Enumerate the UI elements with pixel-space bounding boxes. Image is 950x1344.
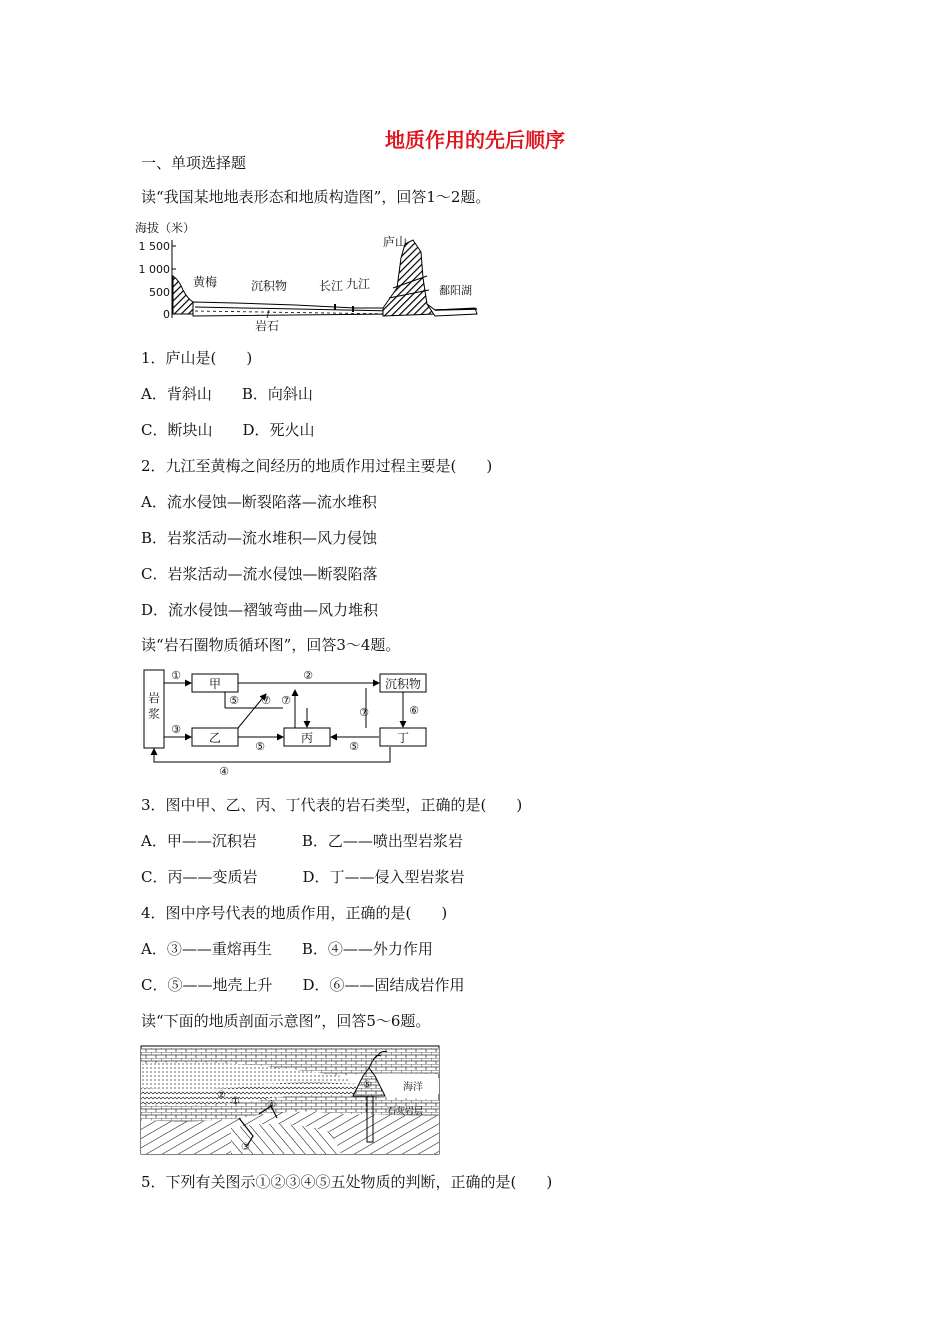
num-7c: ⑦ — [359, 706, 369, 719]
num-5b: ⑤ — [255, 740, 265, 753]
q3-options-cd: C．丙——变质岩 D．丁——侵入型岩浆岩 — [141, 868, 465, 886]
q5-stem: 5．下列有关图示①②③④⑤五处物质的判断，正确的是( ) — [141, 1173, 553, 1191]
terrain-profile-figure — [135, 218, 485, 333]
num-6: ⑥ — [409, 704, 419, 717]
label-limestone: 石灰岩层 — [387, 1107, 424, 1117]
rock-cycle-diagram — [140, 668, 440, 780]
y-axis-title: 海拔（米） — [135, 221, 196, 235]
num-5c: ⑤ — [349, 740, 359, 753]
left-hill — [173, 276, 195, 314]
q56-intro: 读“下面的地质剖面示意图”，回答5～6题。 — [141, 1012, 431, 1030]
label-deposit: 沉积物 — [251, 279, 288, 293]
label-poyang: 鄱阳湖 — [439, 284, 472, 297]
q4-options-ab: A．③——重熔再生 B．④——外力作用 — [141, 940, 433, 958]
q2-option-c: C．岩浆活动—流水侵蚀—断裂陷落 — [141, 565, 378, 583]
label-jia: 甲 — [208, 677, 222, 691]
num-5a: ⑤ — [229, 694, 239, 707]
q12-intro: 读“我国某地地表形态和地质构造图”，回答1～2题。 — [141, 188, 491, 206]
label-magma-2: 浆 — [147, 707, 161, 721]
num-4: ④ — [219, 765, 229, 778]
q2-option-b: B．岩浆活动—流水堆积—风力侵蚀 — [141, 529, 378, 547]
q4-stem: 4．图中序号代表的地质作用，正确的是( ) — [141, 904, 448, 922]
q34-intro: 读“岩石圈物质循环图”，回答3～4题。 — [141, 636, 401, 654]
label-sediment: 沉积物 — [384, 677, 422, 691]
y-tick-0: 0 — [163, 308, 170, 321]
circle-3: ③ — [241, 1142, 250, 1153]
label-jiujiang: 九江 — [346, 277, 371, 291]
num-2: ② — [303, 669, 313, 682]
label-rock: 岩石 — [255, 319, 280, 333]
circle-4: ④ — [267, 1100, 276, 1111]
label-huangmei: 黄梅 — [193, 275, 218, 289]
label-magma-1: 岩 — [147, 691, 161, 705]
q3-options-ab: A．甲——沉积岩 B．乙——喷出型岩浆岩 — [141, 832, 463, 850]
label-changjiang: 长江 — [319, 279, 344, 293]
num-1: ① — [171, 669, 181, 682]
label-yi: 乙 — [208, 731, 222, 745]
geological-section-figure — [141, 1046, 441, 1156]
section-heading: 一、单项选择题 — [141, 154, 247, 172]
label-ding: 丁 — [396, 731, 410, 745]
circle-2: ② — [217, 1090, 226, 1101]
y-tick-1000: 1 000 — [138, 263, 170, 276]
q4-options-cd: C．⑤——地壳上升 D．⑥——固结成岩作用 — [141, 976, 465, 994]
num-7a: ⑦ — [261, 694, 271, 707]
q2-option-a: A．流水侵蚀—断裂陷落—流水堆积 — [141, 493, 377, 511]
circle-1: ① — [231, 1096, 240, 1107]
q2-stem: 2．九江至黄梅之间经历的地质作用过程主要是( ) — [141, 457, 493, 475]
label-lushan: 庐山 — [383, 235, 408, 249]
label-bing: 丙 — [300, 731, 314, 745]
document-title: 地质作用的先后顺序 — [385, 128, 565, 152]
q1-stem: 1．庐山是( ) — [141, 349, 253, 367]
q1-options-ab: A．背斜山 B．向斜山 — [141, 385, 313, 403]
q1-options-cd: C．断块山 D．死火山 — [141, 421, 315, 439]
y-tick-500: 500 — [149, 286, 170, 299]
q2-option-d: D．流水侵蚀—褶皱弯曲—风力堆积 — [141, 601, 379, 619]
label-ocean: 海洋 — [403, 1082, 423, 1093]
y-tick-1500: 1 500 — [138, 240, 170, 253]
num-3: ③ — [171, 723, 181, 736]
q3-stem: 3．图中甲、乙、丙、丁代表的岩石类型，正确的是( ) — [141, 796, 523, 814]
num-7b: ⑦ — [281, 694, 291, 707]
circle-5: ⑤ — [363, 1080, 372, 1091]
